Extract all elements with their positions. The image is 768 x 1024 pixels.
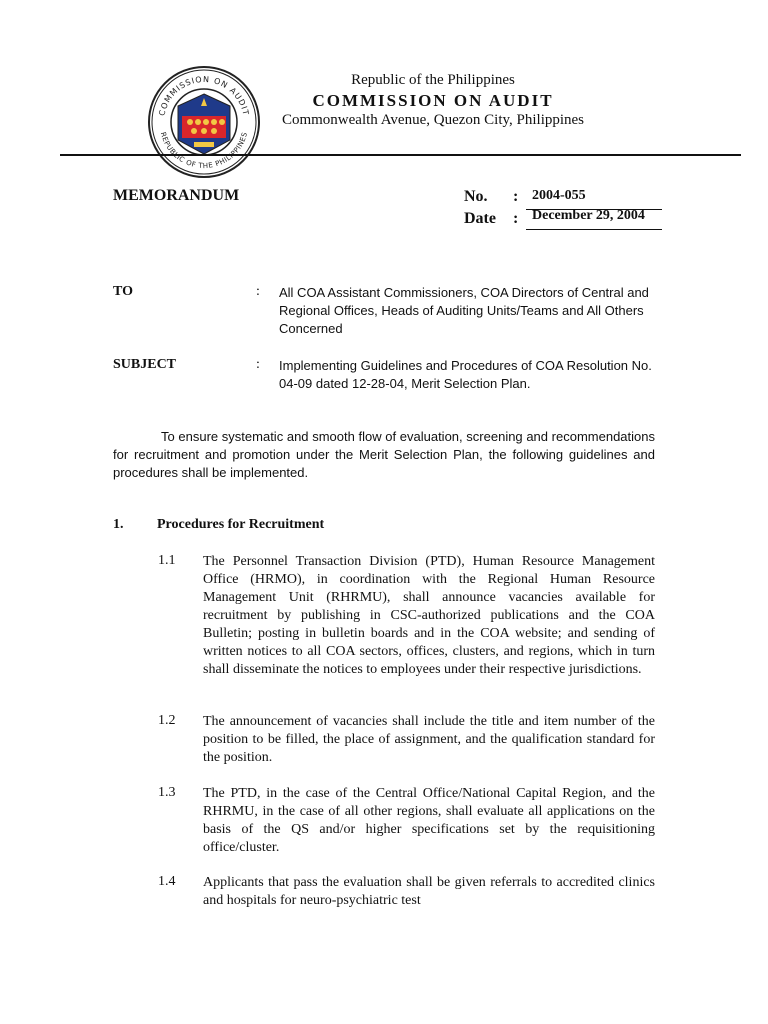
item-text: The announcement of vacancies shall include the title and item number of the position to be filled, the place of assignment, and the qualification standard for the position. <box>203 714 655 765</box>
memo-date-label: Date <box>464 210 496 227</box>
to-colon: : <box>256 284 260 299</box>
subject-text: Implementing Guidelines and Procedures of COA Resolution No. 04-09 dated 12-28-04, Merit Selection Plan. <box>279 358 652 391</box>
svg-text:REPUBLIC OF THE PHILIPPINES: REPUBLIC OF THE PHILIPPINES <box>158 131 250 171</box>
section-number: 1. <box>113 517 124 532</box>
item-text: The PTD, in the case of the Central Office/National Capital Region, and the RHRMU, in the case of all other regions, shall evaluate all applications on the basis of the QS and/or higher specifications set by the requisitioning office/cluster. <box>203 786 655 855</box>
letterhead-divider <box>60 154 741 156</box>
memo-date-colon: : <box>513 210 519 227</box>
svg-text:COMMISSION ON AUDIT: COMMISSION ON AUDIT <box>157 74 251 117</box>
to-label: TO <box>113 284 133 299</box>
letterhead-agency: COMMISSION ON AUDIT <box>312 91 554 110</box>
memo-no-colon: : <box>513 188 519 205</box>
coa-seal-logo <box>146 64 262 180</box>
memo-no-value: 2004-055 <box>526 188 662 210</box>
item-number: 1.2 <box>158 713 176 728</box>
memo-date-value: December 29, 2004 <box>526 208 662 230</box>
item-number: 1.3 <box>158 785 176 800</box>
item-text: The Personnel Transaction Division (PTD), Human Resource Management Office (HRMO), in coordination with the Regional Human Resource Management Unit (RHRMU), shall announce vacancies available for recruitment by publishing in CSC-authorized publications and the COA Bulletin; posting in bulletin boards and in the COA website; and sending of written notices to all COA sectors, offices, clusters, and regions, which in turn shall disseminate the notices to employees under their respective jurisdictions. <box>203 554 655 677</box>
subject-label: SUBJECT <box>113 357 177 372</box>
subject-colon: : <box>256 357 260 372</box>
memo-no-label: No. <box>464 188 488 205</box>
item-number: 1.1 <box>158 553 176 568</box>
intro-paragraph: To ensure systematic and smooth flow of evaluation, screening and recommendations for recruitment and promotion under the Merit Selection Plan, the following guidelines and procedures shall be implemented. <box>113 429 655 480</box>
letterhead-republic: Republic of the Philippines <box>351 72 515 88</box>
section-title: Procedures for Recruitment <box>157 517 325 532</box>
letterhead-address: Commonwealth Avenue, Quezon City, Philippines <box>281 112 585 128</box>
memo-title: MEMORANDUM <box>113 187 240 204</box>
item-text: Applicants that pass the evaluation shall be given referrals to accredited clinics and hospitals for neuro-psychiatric test <box>203 875 655 908</box>
to-recipients: All COA Assistant Commissioners, COA Directors of Central and Regional Offices, Heads of Auditing Units/Teams and All Others Concerned <box>279 285 649 336</box>
item-number: 1.4 <box>158 874 176 889</box>
